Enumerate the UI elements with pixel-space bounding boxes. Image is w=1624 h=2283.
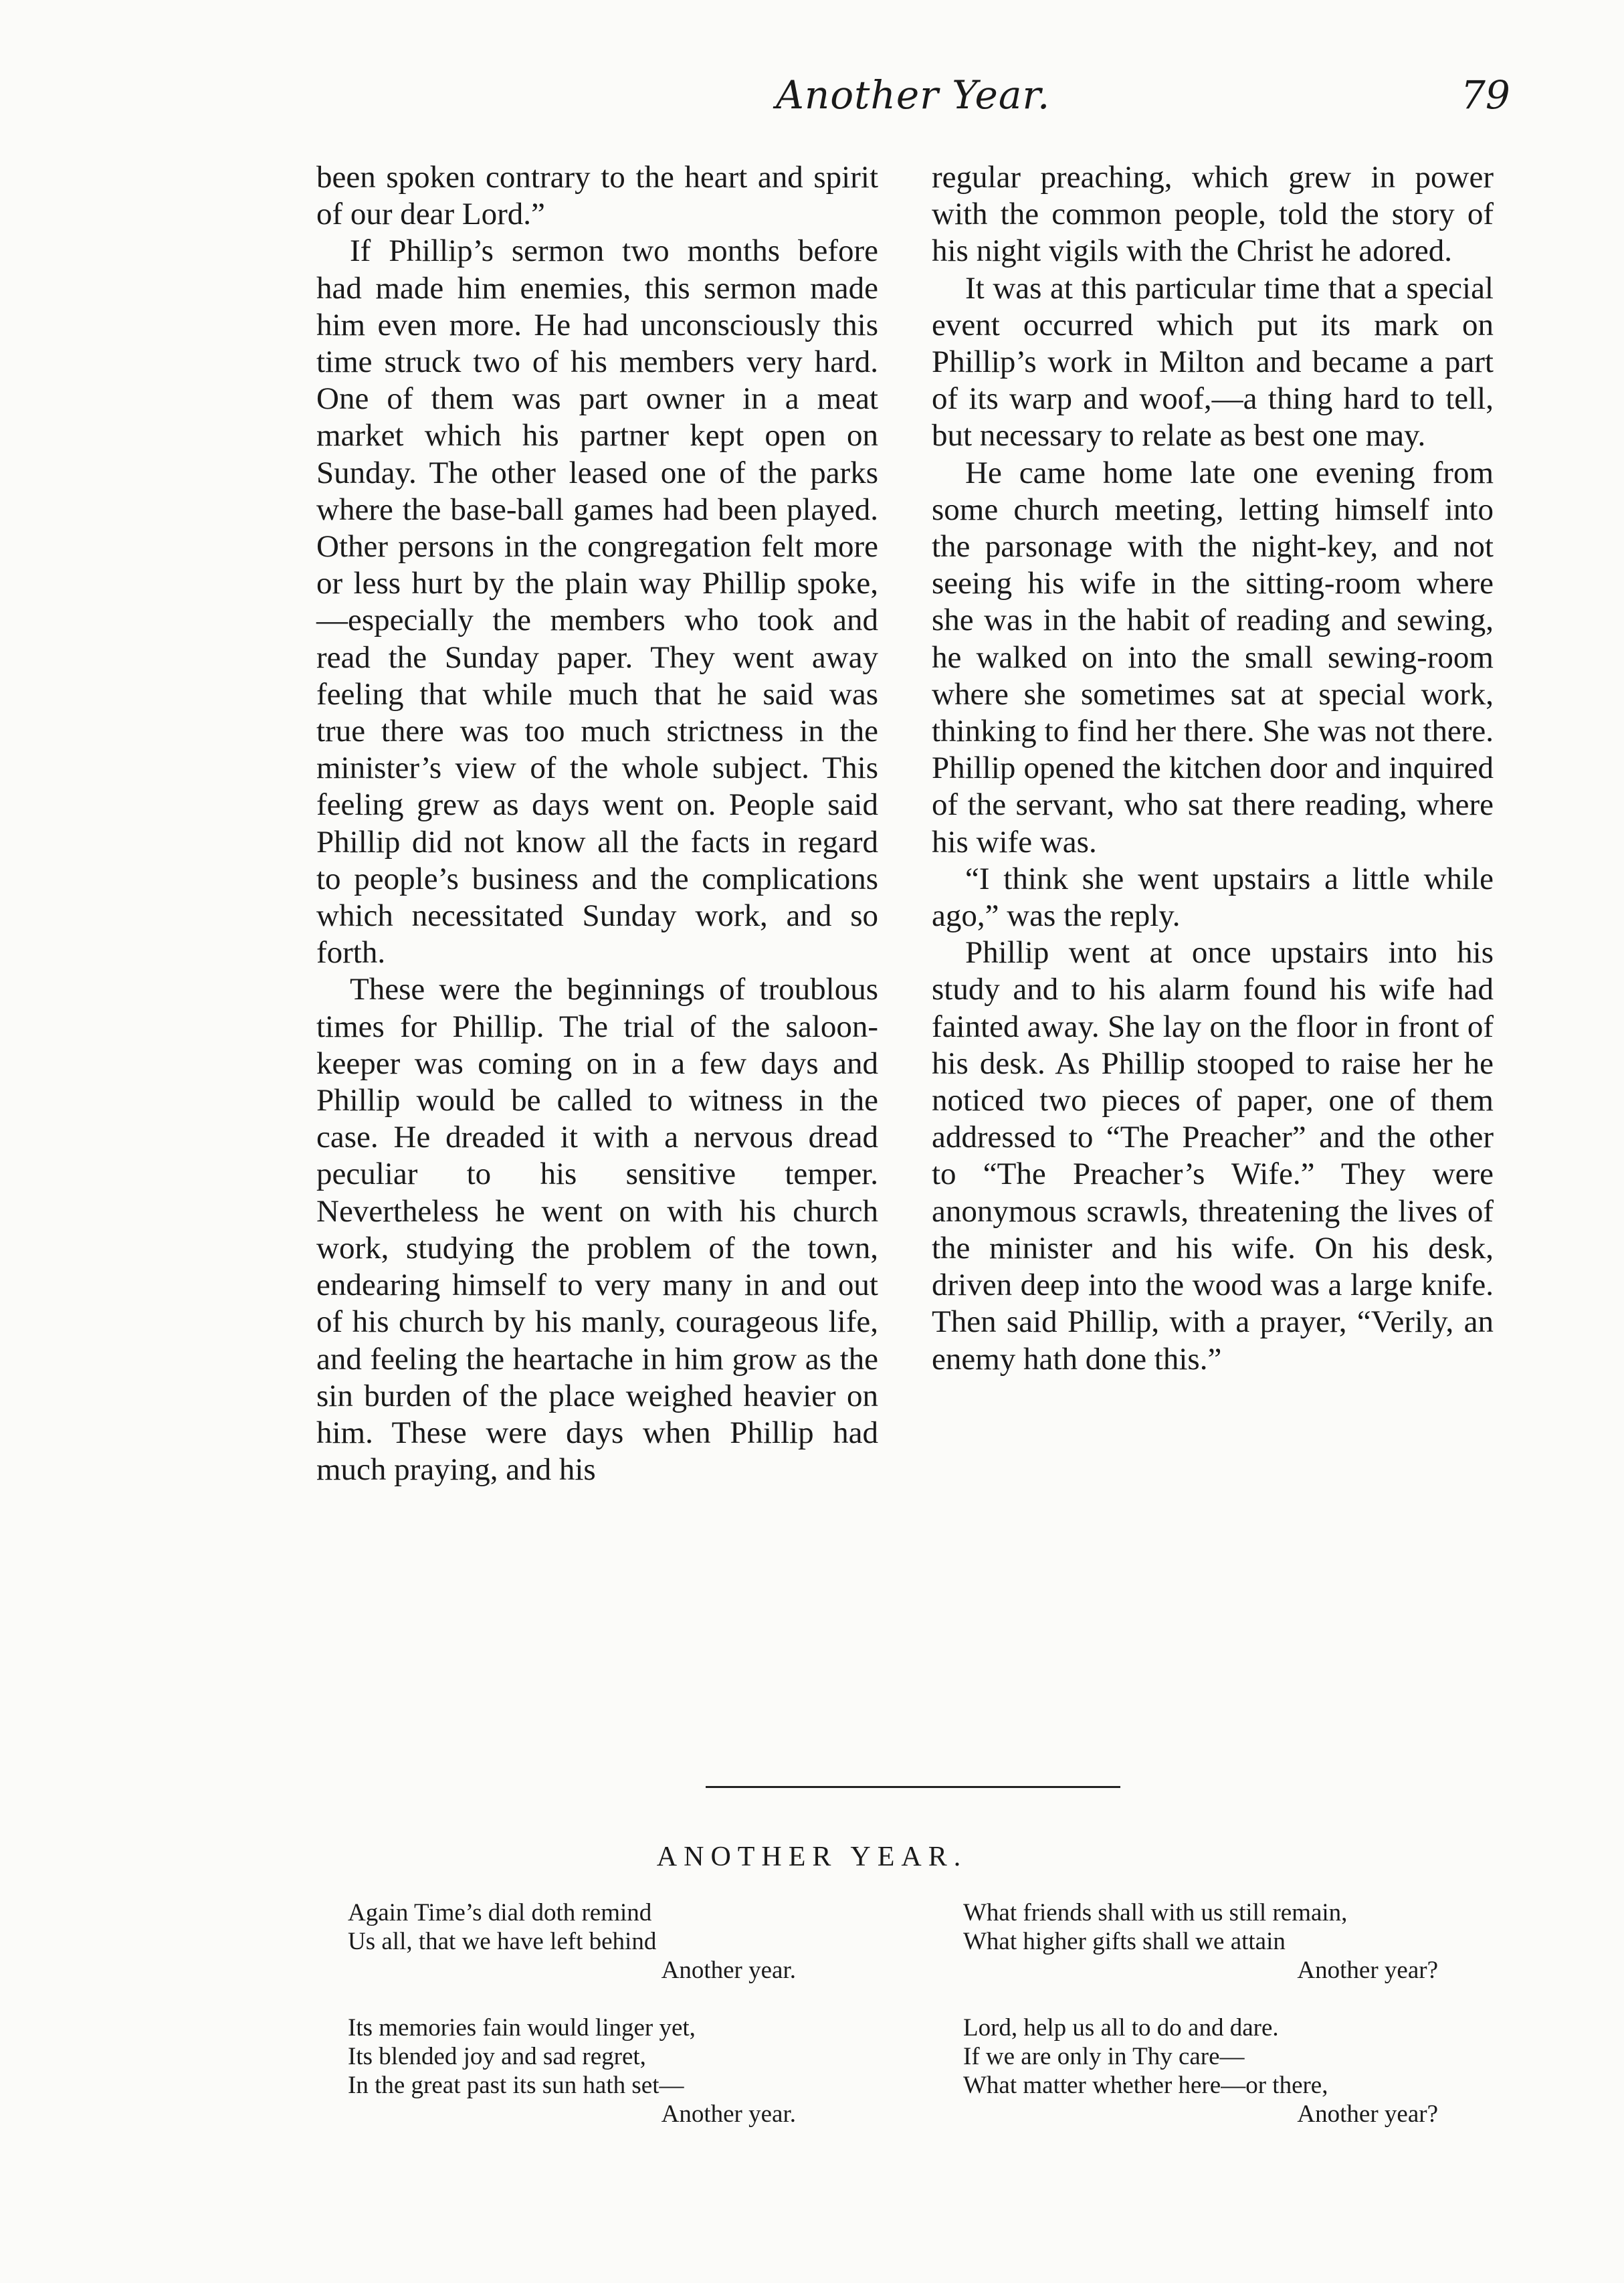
paragraph: It was at this particular time that a special event occurred which put its mark on Phillip’s work in Milton and became a part of its warp and woof,—a thing hard to tell, but necessary to relate as best one may. <box>932 270 1494 454</box>
poem-title: ANOTHER YEAR. <box>656 1842 968 1872</box>
paragraph: He came home late one evening from some church meeting, letting himself into the parsonage with the night-key, and not seeing his wife in the sitting-room where she was in the habit of reading and sewing, he walked on into the small sewing-room where she sometimes sat at special work, thinking to find her there. She was not there. Phillip opened the kitchen door and inquired of the servant, who sat there reading, where his wife was. <box>932 455 1494 860</box>
poem-line: Us all, that we have left behind <box>348 1928 657 1955</box>
section-divider <box>706 1786 1120 1788</box>
poem-stanza-4 <box>963 2013 1445 2128</box>
right-column <box>932 159 1494 1378</box>
paragraph: “I think she went upstairs a little while ago,” was the reply. <box>932 861 1494 934</box>
poem-stanza-3 <box>963 1898 1445 1985</box>
poem-refrain: Another year. <box>661 2100 796 2128</box>
poem-refrain: Another year? <box>1297 1957 1438 1984</box>
poem-refrain: Another year. <box>661 1957 796 1984</box>
poem-refrain: Another year? <box>1297 2100 1438 2128</box>
poem-stanza-2 <box>348 2013 803 2128</box>
poem-line: What higher gifts shall we attain <box>963 1928 1286 1955</box>
paragraph: These were the beginnings of troublous times for Phillip. The trial of the saloon-keeper was coming on in a few days and Phillip would be called to witness in the case. He dreaded it with a nervous dread peculiar to his sensitive temper. Nevertheless he went on with his church work, studying the problem of the town, endearing himself to very many in and out of his church by his manly, courageous life, and feeling the heartache in him grow as the sin burden of the place weighed heavier on him. These were days when Phillip had much praying, and his <box>316 972 878 1488</box>
poem-line: What friends shall with us still remain, <box>963 1899 1348 1926</box>
running-title: Another Year. <box>776 72 1051 118</box>
paragraph: If Phillip’s sermon two months before had made him enemies, this sermon made him even more. He had unconsciously this time struck two of his members very hard. One of them was part owner in a meat market which his partner kept open on Sunday. The other leased one of the parks where the base-ball games had been played. Other persons in the congregation felt more or less hurt by the plain way Phillip spoke,—especially the members who took and read the Sunday paper. They went away feeling that while much that he said was true there was too much strictness in the minister’s view of the whole subject. This feeling grew as days went on. People said Phillip did not know all the facts in regard to people’s business and the complications which necessitated Sunday work, and so forth. <box>316 233 878 971</box>
poem-line: Its memories fain would linger yet, <box>348 2014 696 2042</box>
page-number: 79 <box>1461 72 1510 118</box>
poem-line: What matter whether here—or there, <box>963 2072 1328 2099</box>
poem-stanza-1 <box>348 1898 803 1985</box>
poem-line: If we are only in Thy care— <box>963 2043 1245 2070</box>
left-column <box>316 159 878 1488</box>
poem-line: Again Time’s dial doth remind <box>348 1899 652 1926</box>
paragraph: Phillip went at once upstairs into his study and to his alarm found his wife had fainted away. She lay on the floor in front of his desk. As Phillip stooped to raise her he noticed two pieces of paper, one of them addressed to “The Preacher” and the other to “The Preacher’s Wife.” They were anonymous scrawls, threatening the lives of the minister and his wife. On his desk, driven deep into the wood was a large knife. Then said Phillip, with a prayer, “Verily, an enemy hath done this.” <box>932 935 1494 1377</box>
paragraph: regular preaching, which grew in power with the common people, told the story of his night vigils with the Christ he adored. <box>932 160 1494 269</box>
paragraph: been spoken contrary to the heart and spirit of our dear Lord.” <box>316 160 878 232</box>
poem-line: In the great past its sun hath set— <box>348 2072 684 2099</box>
poem-line: Lord, help us all to do and dare. <box>963 2014 1279 2042</box>
poem-line: Its blended joy and sad regret, <box>348 2043 646 2070</box>
